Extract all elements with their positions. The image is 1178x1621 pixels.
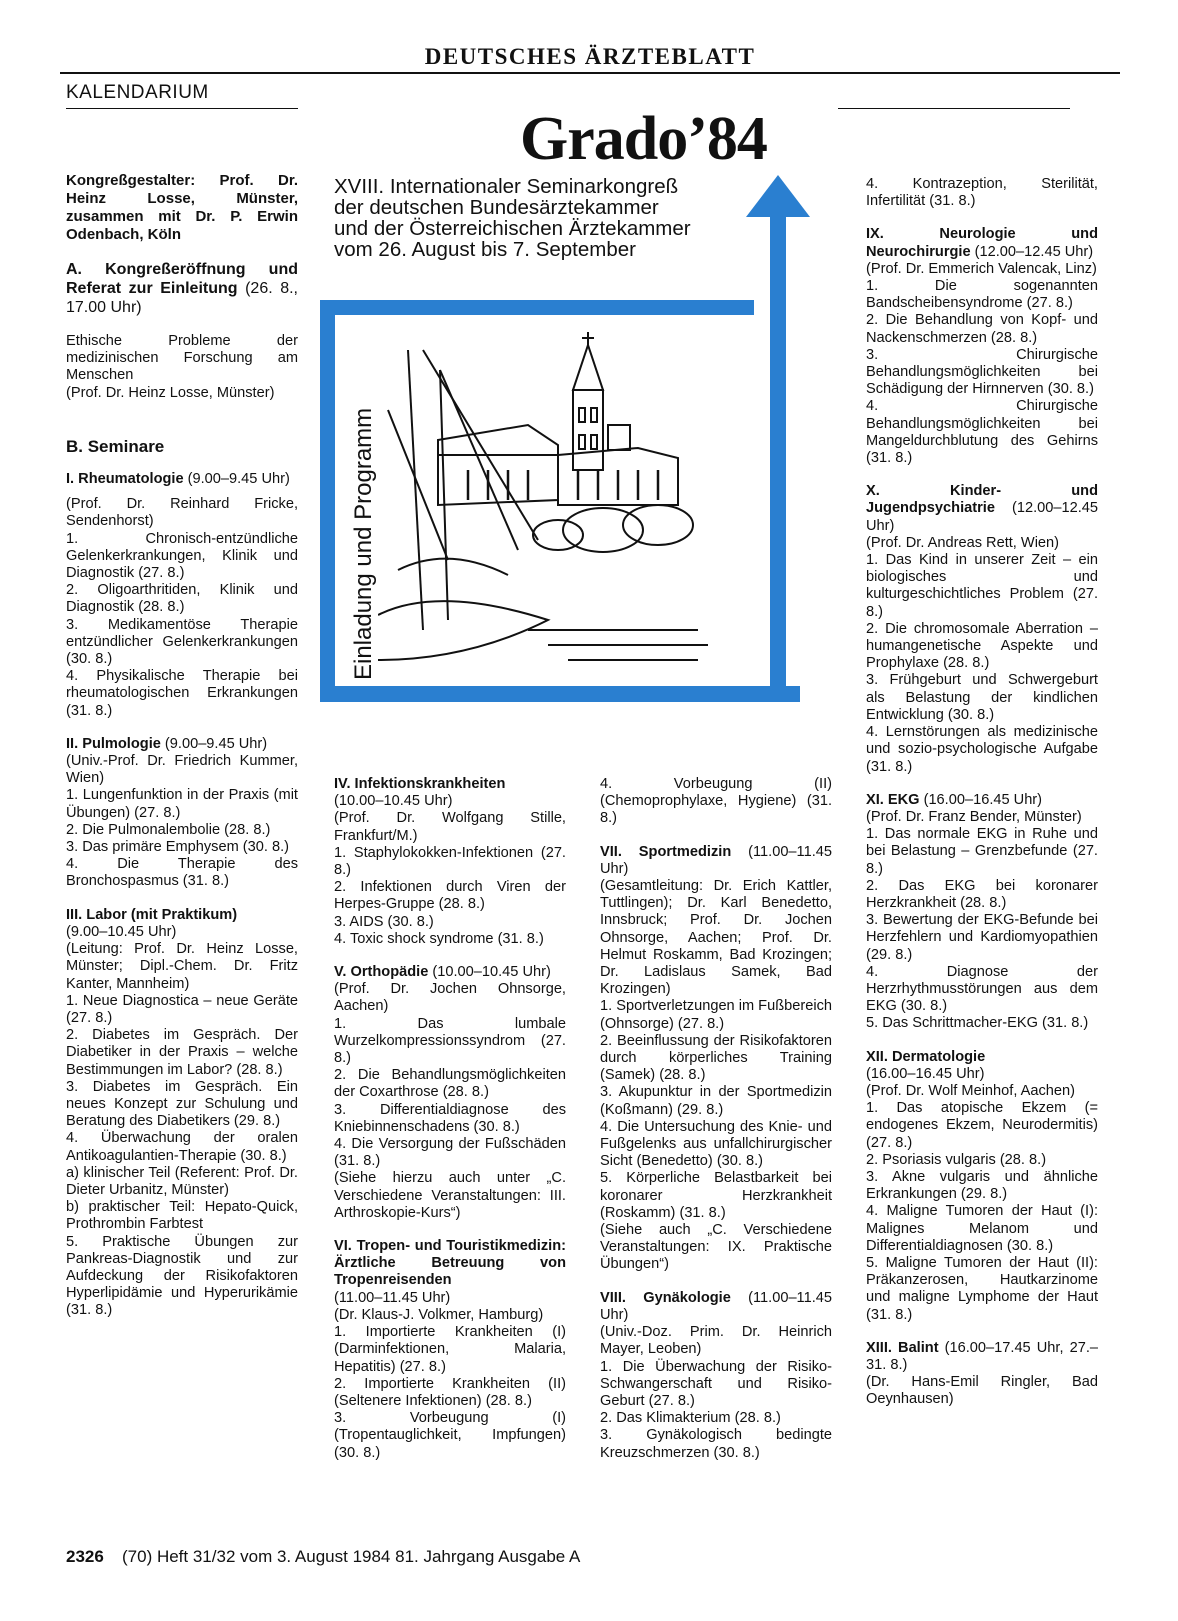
frame-bar-right xyxy=(770,215,786,702)
masthead-rule xyxy=(60,72,1120,74)
seminar-heading xyxy=(334,964,566,981)
image-label: Einladung und Programm xyxy=(350,407,377,680)
seminar-item: 5. Praktische Übungen zur Pankreas-Diagnostik und zur Aufdeckung der Risikofaktoren Hyperlipidämie und Hyperurikämie (31. 8.) xyxy=(66,1233,298,1319)
seminar-title: III. Labor (mit Praktikum) xyxy=(66,906,238,923)
masthead: DEUTSCHES ÄRZTEBLATT xyxy=(424,44,756,69)
seminar-item: 3. Bewertung der EKG-Befunde bei Herzfehlern und Kardiomyopathien (29. 8.) xyxy=(866,912,1098,963)
seminar-item: 2. Die chromosomale Aberration – humangenetische Aspekte und Prophylaxe (28. 8.) xyxy=(866,620,1098,672)
seminar-item: 2. Diabetes im Gespräch. Der Diabetiker in der Praxis – welche Bestimmungen im Labor? (28. 8.) xyxy=(66,1027,298,1078)
seminar-item: 4. Physikalische Therapie bei rheumatologischen Erkrankungen (31. 8.) xyxy=(66,668,298,719)
seminar-heading xyxy=(600,1290,832,1324)
seminar-item: 4. Die Untersuchung des Knie- und Fußgelenks aus unfallchirurgischer Sicht (Benedetto) (30. 8.) xyxy=(600,1118,832,1170)
opening-speaker: (Prof. Dr. Heinz Losse, Münster) xyxy=(66,384,275,401)
seminar-item: 4. Diagnose der Herzrhythmusstörungen aus dem EKG (30. 8.) xyxy=(866,963,1098,1015)
intro-line: XVIII. Internationaler Seminarkongreß xyxy=(334,175,679,198)
section-label: KALENDARIUM xyxy=(66,82,209,103)
seminar-speaker: (Prof. Dr. Franz Bender, Münster) xyxy=(866,808,1082,825)
seminar-heading xyxy=(866,1340,1098,1374)
seminar-title: IV. Infektionskrankheiten xyxy=(334,776,506,792)
seminar-heading xyxy=(66,736,298,753)
intro-text xyxy=(334,176,754,260)
seminar-item: 1. Die Überwachung der Risiko-Schwangerschaft und Risiko-Geburt (27. 8.) xyxy=(600,1358,832,1409)
seminar-time: (9.00–9.45 Uhr) xyxy=(160,735,268,752)
seminar-title: I. Rheumatologie xyxy=(66,471,184,488)
intro-line: der deutschen Bundesärztekammer xyxy=(334,196,659,219)
seminar-title: XII. Dermatologie xyxy=(866,1048,986,1065)
seminar-item: 1. Lungenfunktion in der Praxis (mit Übungen) (27. 8.) xyxy=(66,787,298,821)
seminar-title: II. Pulmologie xyxy=(66,735,161,752)
seminar-time: (16.00–16.45 Uhr) xyxy=(919,791,1043,808)
seminar-item: 1. Staphylokokken-Infektionen (27. 8.) xyxy=(334,844,566,879)
seminar-time: (11.00–11.45 Uhr) xyxy=(600,1289,832,1323)
seminar-speaker: (Prof. Dr. Emmerich Valencak, Linz) xyxy=(866,260,1097,277)
seminar-item: 3. Akne vulgaris und ähnliche Erkrankungen (29. 8.) xyxy=(866,1168,1098,1203)
seminar-item: 4. Die Versorgung der Fußschäden (31. 8.) xyxy=(334,1136,566,1170)
grado-harbor-illustration xyxy=(378,330,718,675)
seminar-time: (9.00–10.45 Uhr) xyxy=(66,923,177,940)
seminar-item: 1. Das lumbale Wurzelkompressionssyndrom (27. 8.) xyxy=(334,1015,566,1067)
intro-line: vom 26. August bis 7. September xyxy=(334,238,636,261)
seminar-item: 2. Beeinflussung der Risikofaktoren durch körperliches Training (Samek) (28. 8.) xyxy=(600,1032,832,1084)
seminar-item: 5. Das Schrittmacher-EKG (31. 8.) xyxy=(866,1015,1089,1032)
heading-date: (26. 8., 17.00 Uhr) xyxy=(66,280,298,316)
seminar-item: b) praktischer Teil: Hepato-Quick, Prothrombin Farbtest xyxy=(66,1199,298,1233)
column-4 xyxy=(866,176,1098,1409)
seminar-item: 3. Akupunktur in der Sportmedizin (Koßmann) (29. 8.) xyxy=(600,1084,832,1118)
seminar-item: 5. Körperliche Belastbarkeit bei koronarer Herzkrankheit (Roskamm) (31. 8.) xyxy=(600,1170,832,1221)
heading-text: A. Kongreßeröffnung und Referat zur Einleitung xyxy=(66,261,298,297)
seminar-item: 2. Die Behandlungsmöglichkeiten der Coxarthrose (28. 8.) xyxy=(334,1067,566,1101)
seminar-title: VI. Tropen- und Touristikmedizin: Ärztliche Betreuung von Tropenreisenden xyxy=(334,1238,566,1289)
seminar-time: (11.00–11.45 Uhr) xyxy=(600,843,832,877)
seminar-heading xyxy=(334,1238,566,1290)
seminar-speaker: (Dr. Hans-Emil Ringler, Bad Oeynhausen) xyxy=(866,1374,1098,1408)
seminar-item: 4. Chirurgische Behandlungsmöglichkeiten bei Mangeldurchblutung des Gehirns (31. 8.) xyxy=(866,398,1098,467)
seminar-item: 4. Kontrazeption, Sterilität, Infertilität (31. 8.) xyxy=(866,176,1098,210)
seminar-speaker: (Prof. Dr. Wolfgang Stille, Frankfurt/M.) xyxy=(334,810,566,844)
seminar-time: (12.00–12.45 Uhr) xyxy=(970,243,1094,260)
seminar-item: (Siehe auch „C. Verschiedene Veranstaltungen: IX. Praktische Übungen“) xyxy=(600,1222,832,1273)
intro-line: und der Österreichischen Ärztekammer xyxy=(334,217,691,240)
seminar-title: XI. EKG xyxy=(866,791,920,808)
page-title: Grado’84 xyxy=(520,105,767,173)
seminar-item: 4. Maligne Tumoren der Haut (I): Malignes Melanom und Differentialdiagnosen (30. 8.) xyxy=(866,1203,1098,1254)
seminar-time: (10.00–10.45 Uhr) xyxy=(334,793,453,810)
seminar-item: 4. Überwachung der oralen Antikoagulantien-Therapie (30. 8.) xyxy=(66,1130,298,1164)
seminar-item: 2. Infektionen durch Viren der Herpes-Gruppe (28. 8.) xyxy=(334,879,566,913)
seminar-title: V. Orthopädie xyxy=(334,964,429,981)
seminar-item: 3. Vorbeugung (I) (Tropentauglichkeit, Impfungen) (30. 8.) xyxy=(334,1410,566,1461)
seminars-heading: B. Seminare xyxy=(66,436,165,456)
seminar-item: 2. Psoriasis vulgaris (28. 8.) xyxy=(866,1151,1047,1168)
seminar-time: (16.00–16.45 Uhr) xyxy=(866,1065,985,1082)
seminar-speaker: (Dr. Klaus-J. Volkmer, Hamburg) xyxy=(334,1306,544,1323)
seminar-heading xyxy=(600,844,832,878)
seminar-heading xyxy=(866,792,1098,809)
seminar-item: 3. Das primäre Emphysem (30. 8.) xyxy=(66,839,290,856)
seminar-speaker: (Prof. Dr. Wolf Meinhof, Aachen) xyxy=(866,1082,1075,1099)
seminar-item: 3. Chirurgische Behandlungsmöglichkeiten bei Schädigung der Hirnnerven (30. 8.) xyxy=(866,346,1098,398)
seminar-item: 1. Neue Diagnostica – neue Geräte (27. 8.) xyxy=(66,992,298,1026)
seminar-item: 2. Das EKG bei koronarer Herzkrankheit (28. 8.) xyxy=(866,877,1098,911)
seminar-time: (12.00–12.45 Uhr) xyxy=(866,500,1098,534)
issue-info: (70) Heft 31/32 vom 3. August 1984 81. Jahrgang Ausgabe A xyxy=(122,1547,581,1566)
arrow-icon xyxy=(746,175,810,217)
divider-left xyxy=(66,108,298,109)
seminar-item: 1. Das normale EKG in Ruhe und bei Belastung – Grenzbefunde (27. 8.) xyxy=(866,826,1098,877)
seminar-item: 3. Gynäkologisch bedingte Kreuzschmerzen (30. 8.) xyxy=(600,1427,832,1461)
seminar-speaker: (Prof. Dr. Jochen Ohnsorge, Aachen) xyxy=(334,981,566,1015)
seminar-speaker: (Univ.-Prof. Dr. Friedrich Kummer, Wien) xyxy=(66,753,298,787)
seminar-item: 1. Das Kind in unserer Zeit – ein biologisches und kulturgeschichtliches Problem (27. 8.) xyxy=(866,552,1098,620)
seminar-item: 2. Die Pulmonalembolie (28. 8.) xyxy=(66,821,271,838)
seminar-item: (Siehe hierzu auch unter „C. Verschiedene Veranstaltungen: III. Arthroskopie-Kurs“) xyxy=(334,1170,566,1221)
page-number: 2326 xyxy=(66,1547,104,1566)
seminar-time: (16.00–17.45 Uhr, 27.–31. 8.) xyxy=(866,1339,1098,1373)
column-3 xyxy=(600,776,832,1462)
frame-bar-top xyxy=(320,300,754,315)
seminar-item: a) klinischer Teil (Referent: Prof. Dr. Dieter Urbanitz, Münster) xyxy=(66,1164,298,1198)
seminar-time: (10.00–10.45 Uhr) xyxy=(428,964,551,981)
seminar-title: VIII. Gynäkologie xyxy=(600,1289,731,1306)
divider-right xyxy=(838,108,1070,109)
seminar-heading xyxy=(66,471,298,488)
seminar-item: 1. Das atopische Ekzem (= endogenes Ekzem, Neurodermitis) (27. 8.) xyxy=(866,1100,1098,1151)
seminar-item: 2. Das Klimakterium (28. 8.) xyxy=(600,1410,781,1427)
seminar-item: 3. Frühgeburt und Schwergeburt als Belastung der kindlichen Entwicklung (30. 8.) xyxy=(866,672,1098,723)
seminar-speaker: (Prof. Dr. Reinhard Fricke, Sendenhorst) xyxy=(66,496,298,530)
opening-topic: Ethische Probleme der medizinischen Forschung am Menschen xyxy=(66,333,298,384)
seminar-item: 3. AIDS (30. 8.) xyxy=(334,913,434,930)
seminar-speaker: (Leitung: Prof. Dr. Heinz Losse, Münster; Dipl.-Chem. Dr. Fritz Kanter, Mannheim) xyxy=(66,941,298,992)
seminar-item: 3. Diabetes im Gespräch. Ein neues Konzept zur Schulung und Beratung des Diabetikers (29. 8.) xyxy=(66,1078,298,1130)
seminar-time: (9.00–9.45 Uhr) xyxy=(183,471,290,488)
frame-bar-left xyxy=(320,300,335,702)
seminar-heading xyxy=(866,226,1098,260)
seminar-title: VII. Sportmedizin xyxy=(600,843,732,860)
seminar-item: 3. Differentialdiagnose des Kniebinnenschadens (30. 8.) xyxy=(334,1101,566,1135)
seminar-item: 4. Vorbeugung (II) (Chemoprophylaxe, Hygiene) (31. 8.) xyxy=(600,776,832,827)
seminar-item: 1. Importierte Krankheiten (I) (Darminfektionen, Malaria, Hepatitis) (27. 8.) xyxy=(334,1324,566,1375)
column-2 xyxy=(334,776,566,1462)
seminar-title: IX. Neurologie und Neurochirurgie xyxy=(866,226,1098,260)
seminar-item: 5. Maligne Tumoren der Haut (II): Präkanzerosen, Hautkarzinome und maligne Lymphome der Haut (31. 8.) xyxy=(866,1254,1098,1323)
seminar-speaker: (Univ.-Doz. Prim. Dr. Heinrich Mayer, Leoben) xyxy=(600,1324,832,1358)
seminar-item: 4. Lernstörungen als medizinische und sozio-psychologische Aufgabe (31. 8.) xyxy=(866,724,1098,775)
seminar-item: 1. Sportverletzungen im Fußbereich (Ohnsorge) (27. 8.) xyxy=(600,998,832,1032)
seminar-heading xyxy=(866,483,1098,535)
seminar-heading xyxy=(866,1049,1098,1066)
seminar-heading xyxy=(66,907,298,924)
seminar-speaker: (Gesamtleitung: Dr. Erich Kattler, Tuttlingen); Dr. Karl Benedetto, Innsbruck; Prof. Dr. Jochen Ohnsorge, Aachen; Prof. Dr. Helmut Roskamm, Bad Krozingen; Dr. Ladislaus Samek, Bad Krozingen) xyxy=(600,878,832,998)
seminar-item: 3. Medikamentöse Therapie entzündlicher Gelenkerkrankungen (30. 8.) xyxy=(66,616,298,668)
seminar-title: XIII. Balint xyxy=(866,1339,939,1356)
seminar-title: X. Kinder- und Jugendpsychiatrie xyxy=(866,483,1098,517)
organizers: Kongreßgestalter: Prof. Dr. Heinz Losse, Münster, zusammen mit Dr. P. Erwin Odenbach, Köln xyxy=(66,172,298,243)
seminar-speaker: (Prof. Dr. Andreas Rett, Wien) xyxy=(866,534,1060,551)
seminar-item: 2. Importierte Krankheiten (II) (Seltenere Infektionen) (28. 8.) xyxy=(334,1375,566,1409)
seminar-item: 2. Die Behandlung von Kopf- und Nackenschmerzen (28. 8.) xyxy=(866,312,1098,346)
seminar-item: 1. Die sogenannten Bandscheibensyndrome (27. 8.) xyxy=(866,278,1098,312)
opening-heading xyxy=(66,260,298,317)
seminar-item: 4. Die Therapie des Bronchospasmus (31. 8.) xyxy=(66,856,298,890)
seminar-heading xyxy=(334,776,566,793)
seminar-item: 4. Toxic shock syndrome (31. 8.) xyxy=(334,930,544,947)
frame-bar-bottom xyxy=(320,686,800,702)
seminar-time: (11.00–11.45 Uhr) xyxy=(334,1289,451,1306)
seminar-item: 1. Chronisch-entzündliche Gelenkerkrankungen, Klinik und Diagnostik (27. 8.) xyxy=(66,530,298,582)
column-1 xyxy=(66,172,298,1320)
seminar-item: 2. Oligoarthritiden, Klinik und Diagnostik (28. 8.) xyxy=(66,582,298,616)
